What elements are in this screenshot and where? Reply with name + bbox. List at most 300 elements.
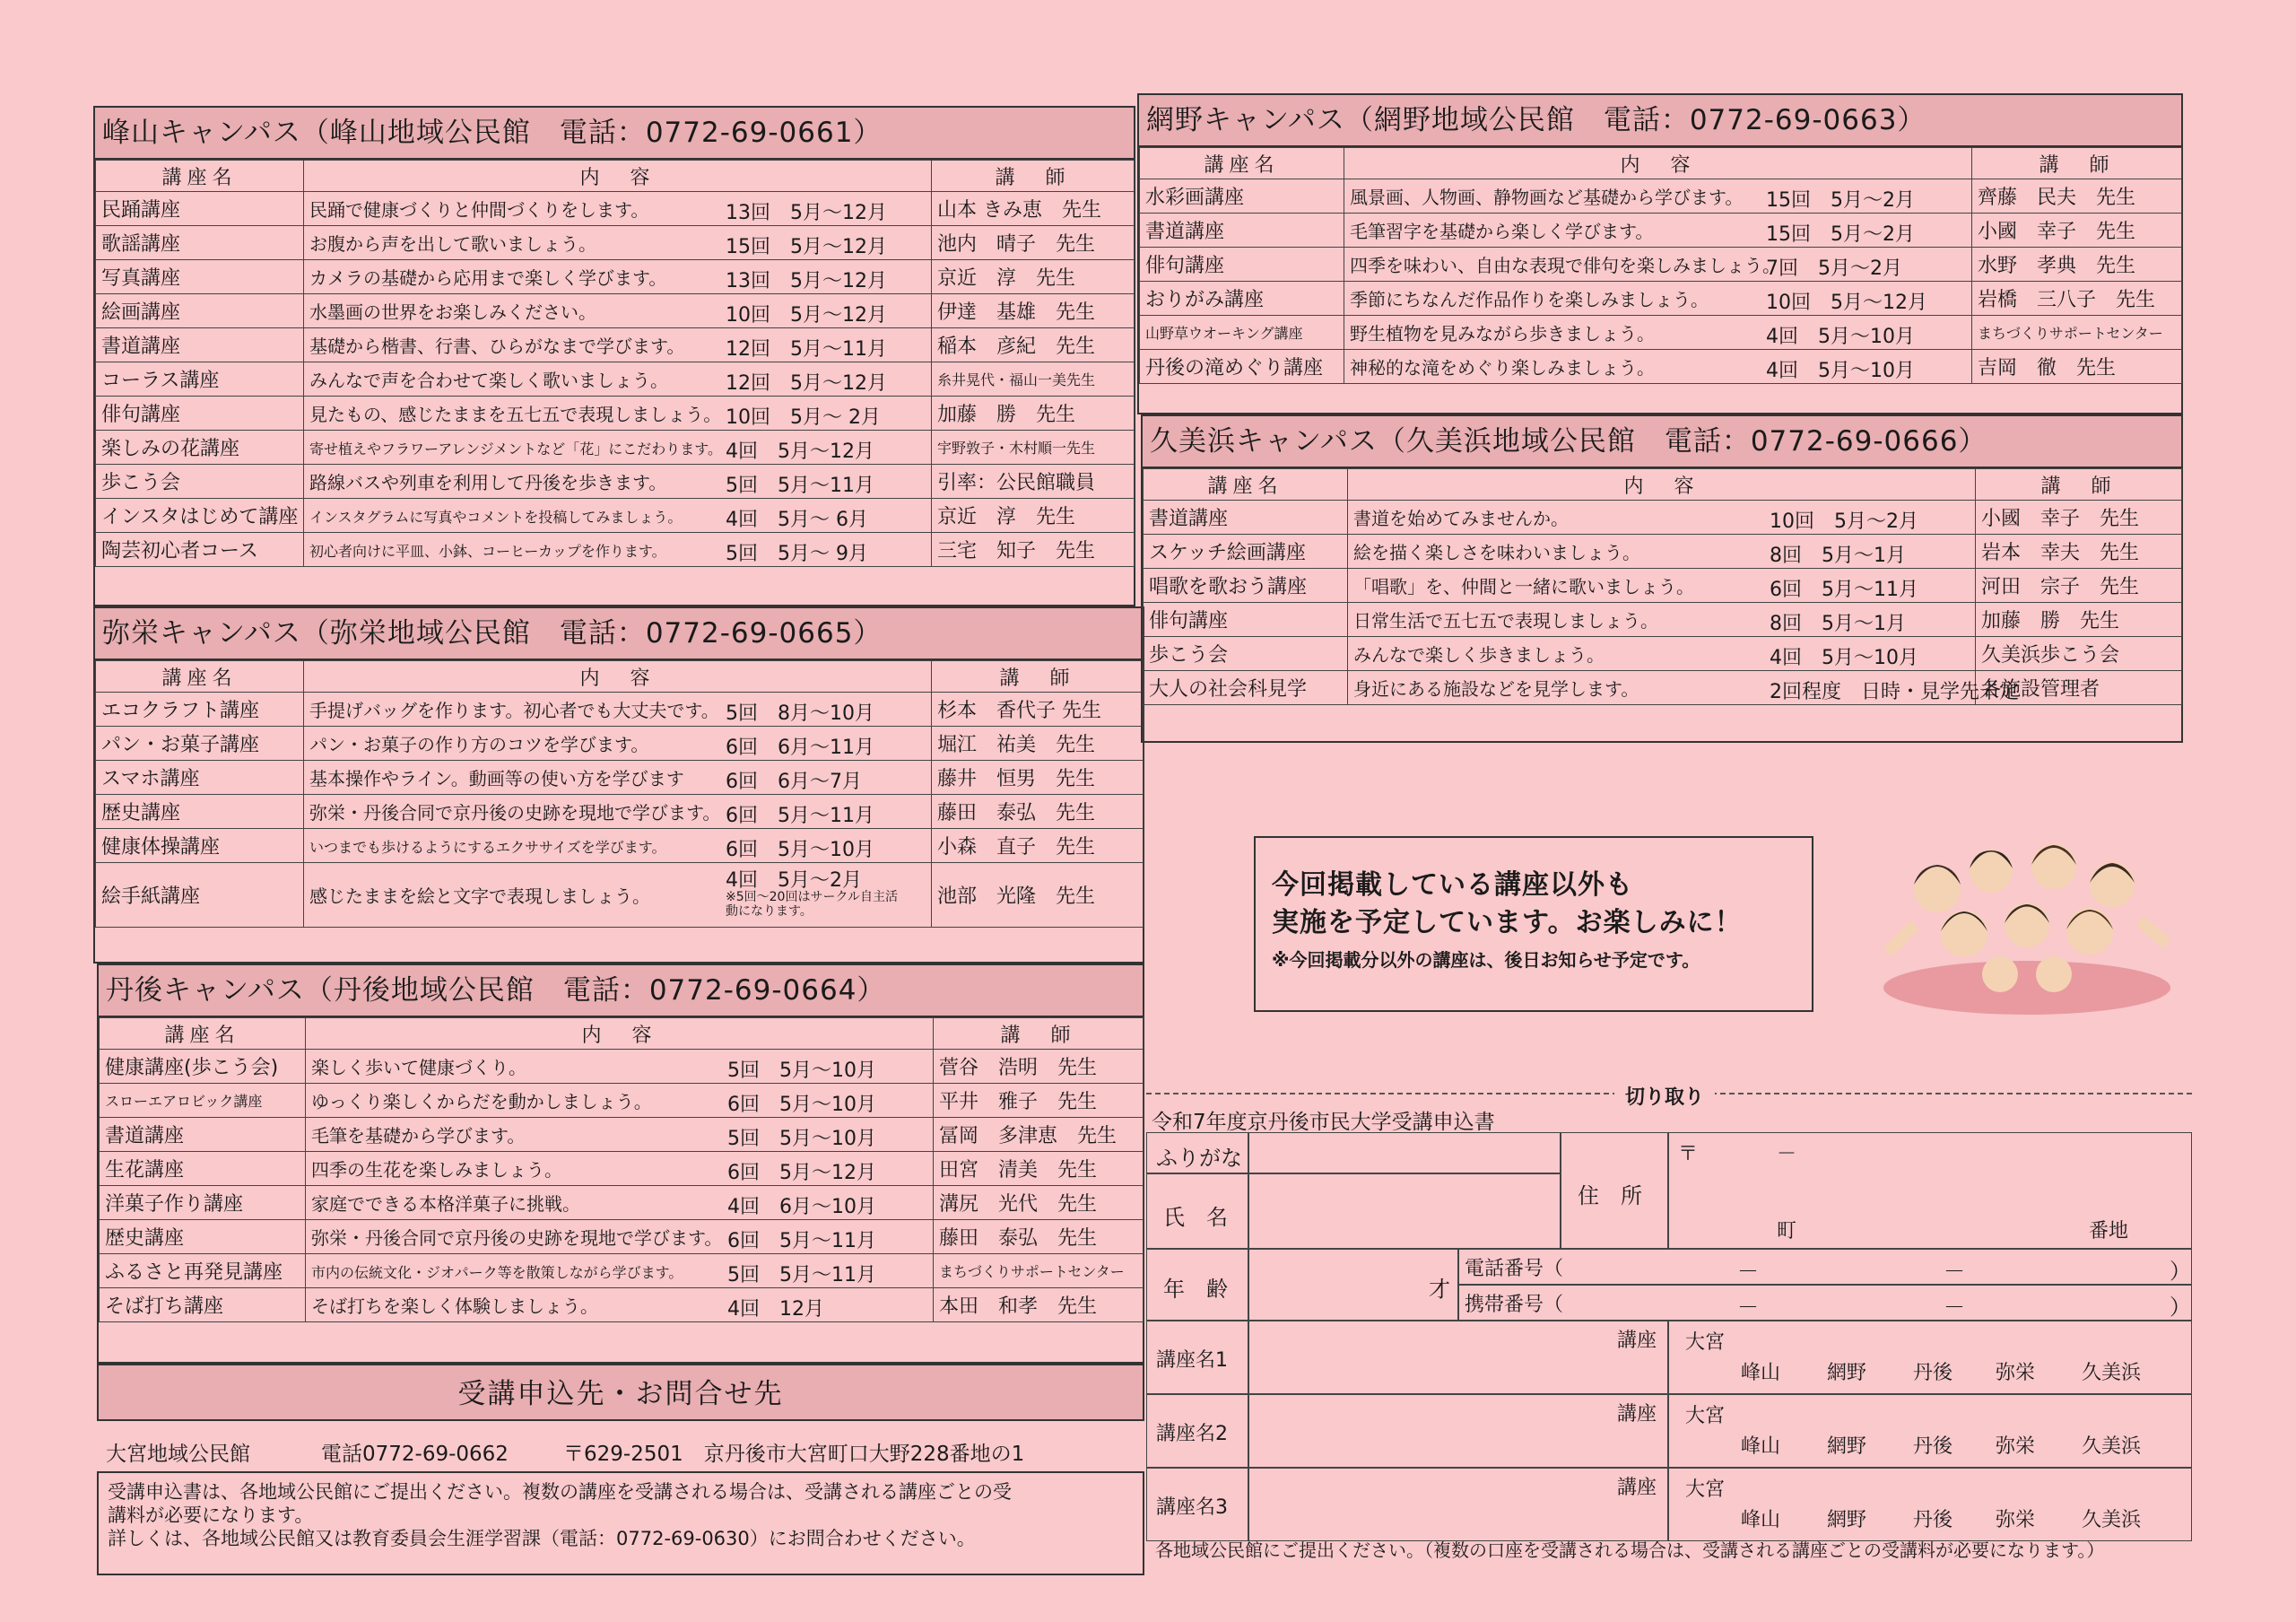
- course-sessions: 5回 5月～10月: [727, 1128, 876, 1150]
- header-content: 内 容: [304, 661, 932, 693]
- campus-option[interactable]: 峰山: [1741, 1362, 1781, 1384]
- table-row: [96, 465, 1135, 499]
- course-content: [304, 863, 932, 928]
- course-content: [304, 499, 932, 533]
- header-teacher: 講 師: [1976, 469, 2182, 501]
- course-sessions: 7回 5月～2月: [1766, 257, 1902, 280]
- header-teacher: 講 師: [1972, 148, 2182, 179]
- cut-label: 切り取り: [1614, 1082, 1715, 1110]
- course-name: 書道講座: [96, 328, 304, 362]
- course-choice-field[interactable]: [1248, 1468, 1668, 1541]
- course-teacher: 京近 淳 先生: [932, 260, 1135, 294]
- postal-code-label: 〒 －: [1678, 1143, 1797, 1165]
- course-sessions: 15回 5月～2月: [1766, 189, 1915, 212]
- header-name: 講座名: [1144, 469, 1348, 501]
- table-row: [100, 1288, 1144, 1322]
- course-teacher: 小國 幸子 先生: [1976, 501, 2182, 535]
- mobile-dash-2: －: [1944, 1295, 1965, 1320]
- course-sessions: 8回 5月～1月: [1770, 545, 1906, 567]
- course-word: 講座: [1617, 1477, 1657, 1499]
- course-name: 大人の社会科見学: [1144, 671, 1348, 705]
- table-row: [1144, 603, 2182, 637]
- course-content: [304, 727, 932, 761]
- header-name: 講座名: [96, 661, 304, 693]
- course-teacher: 小國 幸子 先生: [1972, 214, 2182, 248]
- course-content: [1344, 282, 1972, 316]
- course-name: 水彩画講座: [1140, 179, 1344, 214]
- course-name: エコクラフト講座: [96, 693, 304, 727]
- header-teacher: 講 師: [932, 161, 1135, 192]
- course-name: 歴史講座: [100, 1220, 306, 1254]
- course-content: [304, 761, 932, 795]
- course-teacher: 岩本 幸夫 先生: [1976, 535, 2182, 569]
- course-name: 俳句講座: [1144, 603, 1348, 637]
- course-name: 絵手紙講座: [96, 863, 304, 928]
- kumihama-section: [1141, 414, 2183, 743]
- course-description: 絵を描く楽しさを味わいましょう。: [1353, 542, 1640, 563]
- course-content: [304, 226, 932, 260]
- header-content: 内 容: [1344, 148, 1972, 179]
- course-description: 身近にある施設などを見学します。: [1353, 678, 1639, 700]
- course-name: ふるさと再発見講座: [100, 1254, 306, 1288]
- course-teacher: 池内 晴子 先生: [932, 226, 1135, 260]
- amino-title: 網野キャンパス（網野地域公民館 電話：0772-69-0663）: [1139, 95, 2181, 147]
- course-content: [304, 260, 932, 294]
- campus-option[interactable]: 久美浜: [2082, 1509, 2142, 1531]
- course-description: いつまでも歩けるようにするエクササイズを学びます。: [309, 838, 666, 856]
- course-sessions: 6回 6月～11月: [726, 737, 874, 759]
- campus-option[interactable]: 丹後: [1913, 1509, 1953, 1531]
- mineyama-section: [93, 106, 1135, 606]
- course-sessions: 6回 6月～7月: [726, 771, 862, 793]
- course-description: カメラの基礎から応用まで楽しく学びます。: [309, 267, 667, 289]
- course-sessions: 10回 5月～2月: [1770, 510, 1918, 533]
- course-description: 「唱歌」を、仲間と一緒に歌いましょう。: [1353, 576, 1694, 597]
- course-name: スマホ講座: [96, 761, 304, 795]
- header-name: 講座名: [100, 1018, 306, 1050]
- course-description: そば打ちを楽しく体験しましょう。: [311, 1295, 598, 1317]
- name-field[interactable]: [1248, 1173, 1561, 1249]
- notice-line1: 今回掲載している講座以外も: [1272, 869, 1633, 901]
- course-sessions: 5回 5月～11月: [726, 475, 874, 497]
- header-teacher: 講 師: [934, 1018, 1144, 1050]
- course-content: [304, 465, 932, 499]
- course-word: 講座: [1617, 1330, 1657, 1352]
- table-row: [100, 1254, 1144, 1288]
- course-description: 楽しく歩いて健康づくり。: [311, 1057, 526, 1078]
- yasaka-section: [93, 606, 1144, 964]
- course-teacher: 杉本 香代子 先生: [932, 693, 1144, 727]
- course-description: 路線バスや列車を利用して丹後を歩きます。: [309, 472, 667, 493]
- course-description: 弥栄・丹後合同で京丹後の史跡を現地で学びます。: [311, 1227, 723, 1249]
- course-content: [1344, 350, 1972, 384]
- contact-section: [97, 1364, 1144, 1579]
- course-content: [304, 533, 932, 567]
- course-name: 民踊講座: [96, 192, 304, 226]
- course-description: みんなで楽しく歩きましょう。: [1353, 644, 1605, 666]
- furigana-label-cell: [1146, 1132, 1248, 1173]
- course-description: 手提げバッグを作ります。初心者でも大丈夫です。: [309, 700, 719, 721]
- contact-address: 〒629-2501 京丹後市大宮町口大野228番地の1: [563, 1443, 1025, 1466]
- course-teacher: 岩橋 三八子 先生: [1972, 282, 2182, 316]
- contact-office: 大宮地域公民館: [106, 1443, 250, 1466]
- mobile-label: 携帯番号（: [1465, 1294, 1564, 1316]
- course-description: 市内の伝統文化・ジオパーク等を散策しながら学びます。: [311, 1263, 683, 1281]
- course-name: おりがみ講座: [1140, 282, 1344, 316]
- phone-label: 電話番号（: [1465, 1258, 1564, 1280]
- furigana-label: ふりがな: [1156, 1146, 1242, 1171]
- course-content: [1348, 569, 1976, 603]
- course-teacher: 齊藤 民夫 先生: [1972, 179, 2182, 214]
- course-description: 風景画、人物画、静物画など基礎から学びます。: [1350, 187, 1744, 208]
- course-teacher: 久美浜歩こう会: [1976, 637, 2182, 671]
- table-row: [96, 795, 1144, 829]
- campus-choice-field[interactable]: [1668, 1321, 2192, 1394]
- course-teacher: まちづくりサポートセンター: [1972, 316, 2182, 350]
- course-content: [304, 693, 932, 727]
- table-row: [96, 829, 1144, 863]
- address-field[interactable]: [1668, 1132, 2192, 1249]
- course-sessions: 6回 5月～11月: [1770, 579, 1918, 601]
- course-teacher: 宇野敦子・木村順一先生: [932, 431, 1135, 465]
- course-description: 基礎から楷書、行書、ひらがなまで学びます。: [309, 336, 685, 357]
- table-row: [1140, 248, 2182, 282]
- course-teacher: 加藤 勝 先生: [932, 397, 1135, 431]
- course-description: 弥栄・丹後合同で京丹後の史跡を現地で学びます。: [309, 802, 721, 824]
- course-content: [306, 1254, 934, 1288]
- campus-option[interactable]: 大宮: [1685, 1331, 1726, 1354]
- table-row: [1140, 350, 2182, 384]
- course-sessions: 12回 5月～11月: [726, 338, 887, 361]
- course-sessions: 4回 5月～10月: [1766, 360, 1915, 382]
- table-row: [1144, 535, 2182, 569]
- mineyama-title: 峰山キャンパス（峰山地域公民館 電話：0772-69-0661）: [95, 108, 1134, 160]
- course-name: 唱歌を歌おう講座: [1144, 569, 1348, 603]
- campus-option[interactable]: 網野: [1827, 1509, 1867, 1531]
- yasaka-title: 弥栄キャンパス（弥栄地域公民館 電話：0772-69-0665）: [95, 608, 1143, 660]
- course-name: コーラス講座: [96, 362, 304, 397]
- course-description: 四季を味わい、自由な表現で俳句を楽しみましょう。: [1350, 255, 1780, 276]
- course-content: [304, 328, 932, 362]
- course-description: パン・お菓子の作り方のコツを学びます。: [309, 734, 649, 755]
- course-teacher: 小森 直子 先生: [932, 829, 1144, 863]
- course-sessions: 10回 5月～12月: [726, 304, 887, 327]
- course-description: 書道を始めてみませんか。: [1353, 508, 1569, 529]
- course-choice-label: 講座名2: [1156, 1423, 1228, 1445]
- course-name: 歩こう会: [1144, 637, 1348, 671]
- course-content: [304, 362, 932, 397]
- contact-note-line3: 詳しくは、各地域公民館又は教育委員会生涯学習課（電話：0772-69-0630）にお問合わせください。: [108, 1528, 976, 1549]
- course-sessions: 4回 5月～ 6月: [726, 509, 868, 531]
- course-name: 書道講座: [100, 1118, 306, 1152]
- course-teacher: 池部 光隆 先生: [932, 863, 1144, 928]
- table-row: [100, 1152, 1144, 1186]
- course-sessions: 4回 5月～10月: [1766, 326, 1915, 348]
- course-description: 神秘的な滝をめぐり楽しみましょう。: [1350, 357, 1655, 379]
- course-description: インスタグラムに写真やコメントを投稿してみましょう。: [309, 508, 683, 526]
- table-row: [96, 328, 1135, 362]
- course-choice-field[interactable]: [1248, 1321, 1668, 1394]
- amino-table: [1139, 147, 2182, 384]
- address-label-cell: [1561, 1132, 1668, 1249]
- campus-choice-field[interactable]: [1668, 1468, 2192, 1541]
- notice-box: [1254, 836, 1813, 1012]
- course-name: インスタはじめて講座: [96, 499, 304, 533]
- course-content: [306, 1084, 934, 1118]
- course-name: 書道講座: [1144, 501, 1348, 535]
- contact-note-box: [97, 1471, 1144, 1575]
- mineyama-table: [95, 160, 1135, 567]
- course-sessions: 6回 5月～11月: [727, 1230, 876, 1252]
- table-row: [96, 362, 1135, 397]
- course-teacher: 藤田 泰弘 先生: [934, 1220, 1144, 1254]
- course-content: [1344, 214, 1972, 248]
- course-sessions: 12回 5月～12月: [726, 372, 887, 395]
- course-name: 健康体操講座: [96, 829, 304, 863]
- campus-option[interactable]: 弥栄: [1996, 1435, 2036, 1458]
- course-name: スケッチ絵画講座: [1144, 535, 1348, 569]
- table-row: [100, 1186, 1144, 1220]
- course-word: 講座: [1617, 1403, 1657, 1426]
- course-content: [306, 1152, 934, 1186]
- course-teacher: 河田 宗子 先生: [1976, 569, 2182, 603]
- course-name: 丹後の滝めぐり講座: [1140, 350, 1344, 384]
- table-row: [1144, 501, 2182, 535]
- header-content: 内 容: [306, 1018, 934, 1050]
- age-field[interactable]: [1248, 1249, 1458, 1321]
- course-sessions: 5回 5月～ 9月: [726, 543, 868, 565]
- table-row: [1144, 637, 2182, 671]
- course-description: 初心者向けに平皿、小鉢、コーヒーカップを作ります。: [309, 542, 666, 560]
- course-teacher: 菅谷 浩明 先生: [934, 1050, 1144, 1084]
- course-choice-label-cell: [1146, 1394, 1248, 1468]
- table-row: [100, 1118, 1144, 1152]
- campus-option[interactable]: 弥栄: [1996, 1362, 2036, 1384]
- campus-option[interactable]: 久美浜: [2082, 1362, 2142, 1384]
- campus-option[interactable]: 大宮: [1685, 1478, 1726, 1501]
- course-name: 健康講座(歩こう会): [100, 1050, 306, 1084]
- notice-line2: 実施を予定しています。お楽しみに！: [1272, 907, 1743, 938]
- course-name: パン・お菓子講座: [96, 727, 304, 761]
- course-description: 野生植物を見みながら歩きましょう。: [1350, 323, 1655, 344]
- form-footer: 各地域公民館にご提出ください。（複数の口座を受講される場合は、受講される講座ごとの受講料が必要になります。）: [1155, 1539, 2105, 1561]
- course-choice-label-cell: [1146, 1468, 1248, 1541]
- course-sessions: 4回 5月～12月: [726, 440, 874, 463]
- course-sessions: 4回 12月: [727, 1298, 824, 1321]
- course-sessions: 5回 5月～11月: [727, 1264, 876, 1286]
- mobile-dash-1: －: [1737, 1295, 1759, 1320]
- phone-dash-2: －: [1944, 1259, 1965, 1284]
- campus-option[interactable]: 丹後: [1913, 1362, 1953, 1384]
- mobile-field[interactable]: [1458, 1285, 2192, 1321]
- course-name: 歩こう会: [96, 465, 304, 499]
- yasaka-table: [95, 660, 1144, 928]
- course-choice-label: 講座名3: [1156, 1496, 1228, 1519]
- contact-note-line2: 講料が必要になります。: [108, 1504, 314, 1526]
- course-sessions: 4回 5月～10月: [1770, 647, 1918, 669]
- course-choice-label-cell: [1146, 1321, 1248, 1394]
- course-name: 歴史講座: [96, 795, 304, 829]
- course-description: みんなで声を合わせて楽しく歌いましょう。: [309, 370, 668, 391]
- course-name: 山野草ウオーキング講座: [1140, 316, 1344, 350]
- course-sessions: 6回 5月～11月: [726, 805, 874, 827]
- table-row: [96, 863, 1144, 928]
- course-content: [1344, 179, 1972, 214]
- people-illustration-icon: [1874, 831, 2179, 1010]
- course-content: [1348, 671, 2019, 705]
- course-content: [304, 294, 932, 328]
- course-sessions: 5回 5月～10月: [727, 1060, 876, 1082]
- table-row: [96, 693, 1144, 727]
- campus-option[interactable]: 久美浜: [2082, 1435, 2142, 1458]
- course-content: [1348, 637, 1976, 671]
- phone-dash-1: －: [1737, 1259, 1759, 1284]
- course-sessions: 13回 5月～12月: [726, 202, 887, 224]
- course-teacher: 山本 きみ恵 先生: [932, 192, 1135, 226]
- course-sessions: 10回 5月～12月: [1766, 292, 1927, 314]
- course-teacher: 平井 雅子 先生: [934, 1084, 1144, 1118]
- table-row: [1140, 282, 2182, 316]
- campus-option[interactable]: 網野: [1827, 1362, 1867, 1384]
- course-content: [1348, 603, 1976, 637]
- table-row: [1140, 214, 2182, 248]
- table-row: [96, 761, 1144, 795]
- course-description: 毛筆習字を基礎から楽しく学びます。: [1350, 221, 1654, 242]
- course-description: 感じたままを絵と文字で表現しましょう。: [309, 885, 650, 907]
- table-row: [1144, 569, 2182, 603]
- course-teacher: 堀江 祐美 先生: [932, 727, 1144, 761]
- table-row: [1140, 179, 2182, 214]
- course-name: 歌謡講座: [96, 226, 304, 260]
- course-teacher: 藤井 恒男 先生: [932, 761, 1144, 795]
- campus-option[interactable]: 大宮: [1685, 1405, 1726, 1427]
- mobile-close: ）: [2170, 1295, 2191, 1320]
- contact-title: 受講申込先・お問合せ先: [97, 1364, 1144, 1421]
- name-label: 氏 名: [1163, 1205, 1228, 1230]
- age-label: 年 齢: [1163, 1277, 1228, 1302]
- name-label-cell: [1146, 1173, 1248, 1249]
- tango-section: [97, 964, 1144, 1364]
- course-name: 俳句講座: [1140, 248, 1344, 282]
- phone-close: ）: [2170, 1259, 2191, 1284]
- course-teacher: 本田 和孝 先生: [934, 1288, 1144, 1322]
- course-content: [1344, 316, 1972, 350]
- amino-section: [1137, 93, 2183, 414]
- campus-choice-field[interactable]: [1668, 1394, 2192, 1468]
- campus-option[interactable]: 峰山: [1741, 1435, 1781, 1458]
- course-sessions: 13回 5月～12月: [726, 270, 887, 292]
- course-sessions: 4回 6月～10月: [727, 1196, 876, 1218]
- furigana-field[interactable]: [1248, 1132, 1561, 1173]
- course-content: [304, 431, 932, 465]
- age-label-cell: [1146, 1249, 1248, 1321]
- table-row: [1144, 671, 2182, 705]
- course-description: 季節にちなんだ作品作りを楽しみましょう。: [1350, 289, 1709, 310]
- table-row: [96, 397, 1135, 431]
- campus-option[interactable]: 弥栄: [1996, 1509, 2036, 1531]
- course-choice-field[interactable]: [1248, 1394, 1668, 1468]
- course-sessions: 6回 5月～10月: [727, 1094, 876, 1116]
- course-name: 写真講座: [96, 260, 304, 294]
- table-row: [96, 533, 1135, 567]
- course-sessions: 6回 5月～10月: [726, 839, 874, 861]
- table-row: [100, 1050, 1144, 1084]
- tango-table: [99, 1017, 1144, 1322]
- course-teacher: 引率：公民館職員: [932, 465, 1135, 499]
- course-teacher: 冨岡 多津恵 先生: [934, 1118, 1144, 1152]
- course-name: 陶芸初心者コース: [96, 533, 304, 567]
- notice-line3: ※今回掲載分以外の講座は、後日お知らせ予定です。: [1272, 949, 1700, 971]
- contact-phone: 電話0772-69-0662: [321, 1443, 509, 1466]
- campus-option[interactable]: 網野: [1827, 1435, 1867, 1458]
- course-content: [304, 192, 932, 226]
- table-row: [96, 226, 1135, 260]
- course-sessions: 2回程度 日時・見学先未定: [1770, 681, 2019, 703]
- address-label: 住 所: [1578, 1183, 1642, 1208]
- table-row: [96, 260, 1135, 294]
- course-content: [306, 1288, 934, 1322]
- kumihama-table: [1143, 468, 2182, 705]
- kumihama-title: 久美浜キャンパス（久美浜地域公民館 電話：0772-69-0666）: [1143, 416, 2181, 468]
- course-description: 家庭でできる本格洋菓子に挑戦。: [311, 1193, 580, 1215]
- header-name: 講座名: [96, 161, 304, 192]
- course-teacher: 水野 孝典 先生: [1972, 248, 2182, 282]
- course-teacher: 藤田 泰弘 先生: [932, 795, 1144, 829]
- course-description: 毛筆を基礎から学びます。: [311, 1125, 526, 1147]
- course-sessions: 4回 5月～2月: [726, 869, 862, 892]
- header-content: 内 容: [1348, 469, 1976, 501]
- course-content: [304, 829, 932, 863]
- course-description: 基本操作やライン。動画等の使い方を学びます: [309, 768, 684, 789]
- course-name: 楽しみの花講座: [96, 431, 304, 465]
- campus-option[interactable]: 峰山: [1741, 1509, 1781, 1531]
- campus-option[interactable]: 丹後: [1913, 1435, 1953, 1458]
- course-name: 書道講座: [1140, 214, 1344, 248]
- course-sessions: 5回 8月～10月: [726, 702, 874, 725]
- phone-field[interactable]: [1458, 1249, 2192, 1285]
- banchi-label: 番地: [2089, 1220, 2129, 1243]
- course-choice-label: 講座名1: [1156, 1349, 1228, 1372]
- table-row: [96, 431, 1135, 465]
- course-description: 民踊で健康づくりと仲間づくりをします。: [309, 199, 649, 221]
- town-label: 町: [1777, 1220, 1797, 1243]
- course-description: ゆっくり楽しくからだを動かしましょう。: [311, 1091, 652, 1112]
- course-teacher: 京近 淳 先生: [932, 499, 1135, 533]
- table-row: [96, 499, 1135, 533]
- course-sessions: 6回 5月～12月: [727, 1162, 876, 1184]
- course-name: スローエアロビック講座: [100, 1084, 306, 1118]
- course-content: [306, 1186, 934, 1220]
- course-content: [306, 1118, 934, 1152]
- table-row: [96, 192, 1135, 226]
- header-name: 講座名: [1140, 148, 1344, 179]
- course-teacher: 伊達 基雄 先生: [932, 294, 1135, 328]
- course-teacher: 加藤 勝 先生: [1976, 603, 2182, 637]
- age-unit: 才: [1429, 1277, 1450, 1302]
- course-teacher: まちづくりサポートセンター: [934, 1254, 1144, 1288]
- course-teacher: 田宮 清美 先生: [934, 1152, 1144, 1186]
- course-description: お腹から声を出して歌いましょう。: [309, 233, 596, 255]
- course-content: [1344, 248, 1972, 282]
- form-heading: 令和7年度京丹後市民大学受講申込書: [1152, 1111, 1495, 1134]
- course-sessions: 15回 5月～2月: [1766, 223, 1915, 246]
- course-description: 見たもの、感じたままを五七五で表現しましょう。: [309, 404, 722, 425]
- course-sessions: 10回 5月～ 2月: [726, 406, 881, 429]
- contact-note-line1: 受講申込書は、各地域公民館にご提出ください。複数の講座を受講される場合は、受講される講座ごとの受: [108, 1481, 1012, 1503]
- tango-title: 丹後キャンパス（丹後地域公民館 電話：0772-69-0664）: [99, 965, 1143, 1017]
- table-row: [100, 1084, 1144, 1118]
- course-teacher: 吉岡 徹 先生: [1972, 350, 2182, 384]
